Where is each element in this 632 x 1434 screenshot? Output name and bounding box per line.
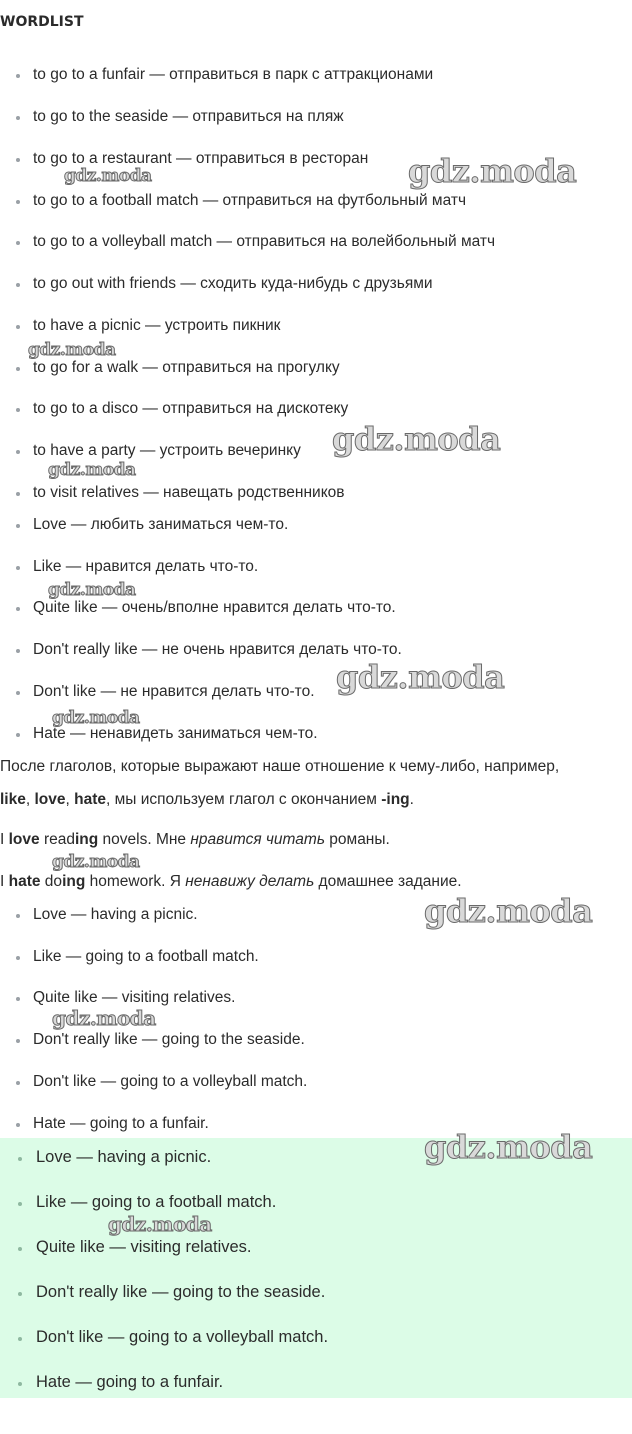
explanation-line-2: like, love, hate, мы используем глагол с окончанием -ing. <box>0 791 414 808</box>
answer-block: Love — having a picnic. Like — going to a football match. Quite like — visiting relatives. Don't really like — going to the seaside. Don't like — going to a volleyball match. Hate — going to a funfair. <box>0 1138 632 1398</box>
bullet-icon <box>18 1202 22 1206</box>
watermark: gdz.moda <box>336 658 505 696</box>
bullet-icon <box>16 116 20 120</box>
bullet-icon <box>16 492 20 496</box>
watermark: gdz.moda <box>52 852 140 872</box>
bullet-icon <box>16 450 20 454</box>
bullet-icon <box>16 283 20 287</box>
bullet-icon <box>16 733 20 737</box>
bullet-icon <box>16 997 20 1001</box>
bullet-icon <box>18 1157 22 1161</box>
watermark: gdz.moda <box>408 152 577 190</box>
example-sentence-2: I hate doing homework. Я ненавижу делать домашнее задание. <box>0 873 462 890</box>
watermark: gdz.moda <box>48 460 136 480</box>
bullet-icon <box>16 649 20 653</box>
bullet-icon <box>16 691 20 695</box>
watermark: gdz.moda <box>48 580 136 600</box>
bullet-icon <box>16 325 20 329</box>
bullet-icon <box>16 956 20 960</box>
bullet-icon <box>18 1292 22 1296</box>
bullet-icon <box>16 367 20 371</box>
bullet-icon <box>18 1337 22 1341</box>
bullet-icon <box>16 1081 20 1085</box>
bullet-icon <box>16 74 20 78</box>
bullet-icon <box>16 241 20 245</box>
watermark: gdz.moda <box>424 892 593 930</box>
wordlist-title: WORDLIST <box>0 14 84 30</box>
watermark: gdz.moda <box>332 420 501 458</box>
bullet-icon <box>16 914 20 918</box>
bullet-icon <box>16 607 20 611</box>
bullet-icon <box>16 408 20 412</box>
bullet-icon <box>16 566 20 570</box>
bullet-icon <box>18 1382 22 1386</box>
watermark: gdz.moda <box>28 340 116 360</box>
watermark: gdz.moda <box>108 1212 212 1236</box>
example-sentence-1: I love reading novels. Мне нравится читать романы. <box>0 831 390 848</box>
bullet-icon <box>16 1123 20 1127</box>
watermark: gdz.moda <box>64 166 152 186</box>
bullet-icon <box>16 1039 20 1043</box>
watermark: gdz.moda <box>52 708 140 728</box>
bullet-icon <box>16 524 20 528</box>
watermark: gdz.moda <box>52 1006 156 1030</box>
bullet-icon <box>16 158 20 162</box>
watermark: gdz.moda <box>424 1128 593 1166</box>
bullet-icon <box>18 1247 22 1251</box>
explanation-line-1: После глаголов, которые выражают наше отношение к чему-либо, например, <box>0 758 560 775</box>
bullet-icon <box>16 200 20 204</box>
